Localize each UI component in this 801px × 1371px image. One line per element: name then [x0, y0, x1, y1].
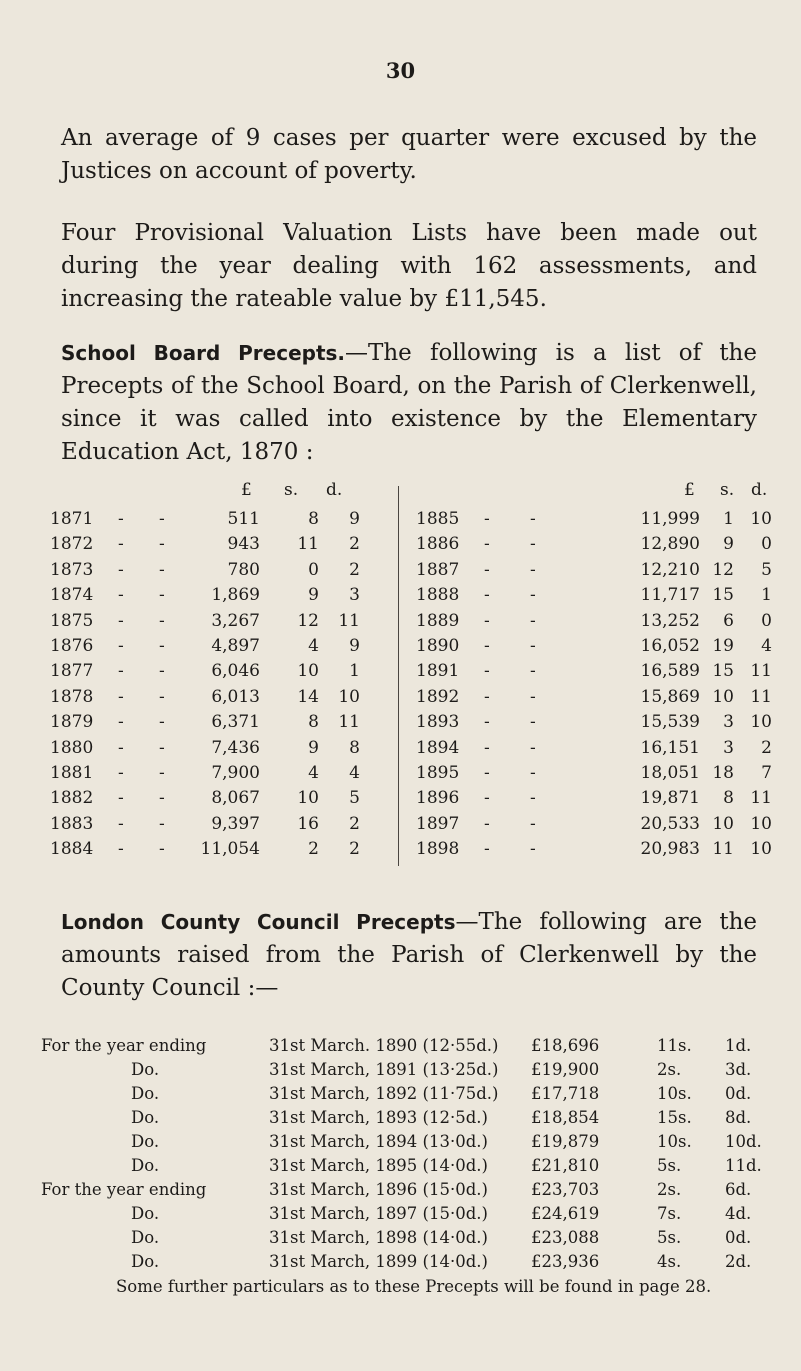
dash-cell: - [484, 813, 490, 834]
pence-cell: 11 [338, 712, 360, 733]
dash-cell: - [484, 636, 490, 656]
dash-cell: - [118, 712, 124, 733]
table-row [44, 763, 398, 787]
pounds-cell: 12,210 [640, 559, 700, 580]
shillings-cell: 5s. [657, 1228, 682, 1247]
dash-cell: - [530, 585, 536, 606]
lcc-table [33, 1036, 773, 1276]
pence-header: d. [326, 480, 343, 500]
pence-header-right: d. [751, 480, 768, 500]
pence-cell: 8d. [725, 1108, 752, 1127]
shillings-cell: 4s. [657, 1252, 682, 1271]
dash-cell: - [530, 636, 536, 656]
pounds-cell: 20,533 [640, 813, 700, 834]
date-cell: 31st March, 1891 (13·25d.) [269, 1060, 499, 1079]
dash-cell: - [530, 610, 536, 631]
year-cell: 1896 [416, 788, 460, 809]
shillings-cell: 15s. [657, 1108, 692, 1127]
dash-cell: - [118, 636, 124, 656]
row-label: Do. [131, 1084, 160, 1103]
dash-cell: - [530, 661, 536, 682]
pence-cell: 11 [750, 661, 772, 682]
shillings-cell: 8 [723, 788, 734, 809]
shillings-cell: 2s. [657, 1060, 682, 1079]
year-cell: 1872 [50, 534, 94, 555]
pounds-cell: 6,013 [211, 686, 260, 707]
pence-cell: 0 [761, 610, 772, 631]
shillings-cell: 5s. [657, 1156, 682, 1175]
dash-cell: - [530, 788, 536, 809]
pounds-cell: 15,869 [640, 686, 700, 707]
dash-cell: - [159, 813, 165, 834]
table-row [410, 636, 772, 660]
year-cell: 1886 [416, 534, 460, 555]
pence-cell: 4d. [725, 1204, 752, 1223]
dash-cell: - [118, 686, 124, 707]
date-cell: 31st March, 1899 (14·0d.) [269, 1252, 488, 1271]
pence-cell: 10 [750, 509, 772, 529]
pound-header: £ [241, 480, 252, 500]
table-row [44, 661, 398, 685]
year-cell: 1891 [416, 661, 460, 682]
shillings-cell: 8 [308, 712, 319, 733]
year-cell: 1885 [416, 509, 460, 529]
dash-cell: - [159, 788, 165, 809]
date-cell: 31st March, 1898 (14·0d.) [269, 1228, 488, 1247]
amount-cell: £18,854 [531, 1108, 600, 1127]
pence-cell: 11d. [725, 1156, 762, 1175]
year-cell: 1890 [416, 636, 460, 656]
year-cell: 1881 [50, 763, 94, 783]
pence-cell: 8 [349, 737, 360, 758]
table-row [44, 560, 398, 584]
shillings-cell: 0 [308, 559, 319, 580]
pence-cell: 0d. [725, 1228, 752, 1247]
shillings-cell: 2s. [657, 1180, 682, 1199]
pence-cell: 3 [349, 585, 360, 606]
dash-cell: - [159, 661, 165, 682]
dash-cell: - [118, 839, 124, 860]
dash-cell: - [484, 737, 490, 758]
dash-cell: - [118, 661, 124, 682]
pence-cell: 0 [761, 534, 772, 555]
dash-cell: - [484, 585, 490, 606]
table-row [33, 1228, 773, 1252]
dash-cell: - [159, 839, 165, 860]
shillings-cell: 1 [723, 509, 734, 529]
pence-cell: 1 [761, 585, 772, 606]
dash-cell: - [159, 712, 165, 733]
year-cell: 1889 [416, 610, 460, 631]
amount-cell: £19,900 [531, 1060, 600, 1079]
table-row [33, 1156, 773, 1180]
shillings-cell: 9 [308, 585, 319, 606]
pounds-cell: 7,900 [211, 763, 260, 783]
table-row [410, 788, 772, 812]
dash-cell: - [530, 559, 536, 580]
shillings-cell: 18 [712, 763, 734, 783]
shillings-cell: 7s. [657, 1204, 682, 1223]
year-cell: 1888 [416, 585, 460, 606]
table-row [33, 1132, 773, 1156]
table-row [44, 814, 398, 838]
dash-cell: - [484, 788, 490, 809]
shillings-cell: 8 [308, 509, 319, 529]
shillings-cell: 14 [297, 686, 319, 707]
pence-cell: 10 [338, 686, 360, 707]
date-cell: 31st March, 1895 (14·0d.) [269, 1156, 488, 1175]
dash-cell: - [118, 559, 124, 580]
row-label: Do. [131, 1228, 160, 1247]
table-row [44, 839, 398, 863]
school-board-paragraph [61, 337, 757, 469]
table-row [44, 636, 398, 660]
pounds-cell: 780 [227, 559, 260, 580]
shillings-cell: 3 [723, 712, 734, 733]
pounds-cell: 20,983 [640, 839, 700, 860]
table-row [33, 1084, 773, 1108]
pence-cell: 10 [750, 813, 772, 834]
dash-cell: - [530, 686, 536, 707]
shillings-cell: 10 [297, 788, 319, 809]
pounds-cell: 16,151 [640, 737, 700, 758]
table-row [410, 559, 772, 584]
date-cell: 31st March, 1893 (12·5d.) [269, 1108, 488, 1127]
amount-cell: £24,619 [531, 1204, 600, 1223]
pounds-cell: 11,054 [200, 839, 260, 860]
table-row [410, 686, 772, 711]
dash-cell: - [159, 763, 165, 783]
shillings-cell: 11 [297, 534, 319, 555]
dash-cell: - [159, 686, 165, 707]
column-divider [398, 486, 399, 866]
dash-cell: - [484, 763, 490, 783]
dash-cell: - [530, 712, 536, 733]
year-cell: 1876 [50, 636, 94, 656]
footnote: Some further particulars as to these Precepts will be found in page 28. [116, 1277, 712, 1296]
pence-cell: 9 [349, 509, 360, 529]
pounds-cell: 3,267 [211, 610, 260, 631]
row-label: Do. [131, 1156, 160, 1175]
pence-cell: 4 [761, 636, 772, 656]
pence-cell: 2 [349, 813, 360, 834]
table-row [44, 509, 398, 533]
dash-cell: - [484, 686, 490, 707]
date-cell: 31st March, 1896 (15·0d.) [269, 1180, 488, 1199]
shillings-cell: 9 [308, 737, 319, 758]
year-cell: 1877 [50, 661, 94, 682]
pounds-cell: 9,397 [211, 813, 260, 834]
page-number: 30 [385, 58, 416, 83]
dash-cell: - [159, 559, 165, 580]
pounds-cell: 16,052 [640, 636, 700, 656]
year-cell: 1887 [416, 559, 460, 580]
pounds-cell: 1,869 [211, 585, 260, 606]
year-cell: 1883 [50, 813, 94, 834]
table-row [33, 1180, 773, 1204]
pound-header-right: £ [684, 480, 695, 500]
lcc-paragraph [61, 906, 757, 1005]
date-cell: 31st March. 1890 (12·55d.) [269, 1036, 499, 1055]
dash-cell: - [484, 661, 490, 682]
pence-cell: 10d. [725, 1132, 762, 1151]
dash-cell: - [159, 737, 165, 758]
year-cell: 1884 [50, 839, 94, 860]
table-row [44, 712, 398, 736]
dash-cell: - [530, 737, 536, 758]
pence-cell: 0d. [725, 1084, 752, 1103]
shillings-cell: 10s. [657, 1084, 692, 1103]
shillings-cell: 19 [712, 636, 734, 656]
table-row [33, 1036, 773, 1060]
dash-cell: - [118, 763, 124, 783]
dash-cell: - [118, 534, 124, 555]
dash-cell: - [118, 788, 124, 809]
table-row [410, 763, 772, 787]
table-row [44, 788, 398, 812]
dash-cell: - [159, 610, 165, 631]
table-row [410, 839, 772, 863]
shilling-header-right: s. [720, 480, 735, 500]
year-cell: 1892 [416, 686, 460, 707]
dash-cell: - [530, 534, 536, 555]
table-row [33, 1108, 773, 1132]
shillings-cell: 9 [723, 534, 734, 555]
table-row [33, 1060, 773, 1084]
pence-cell: 10 [750, 712, 772, 733]
year-cell: 1880 [50, 737, 94, 758]
shillings-cell: 11 [712, 839, 734, 860]
row-label: Do. [131, 1132, 160, 1151]
pence-cell: 2 [349, 839, 360, 860]
year-cell: 1875 [50, 610, 94, 631]
pounds-cell: 15,539 [640, 712, 700, 733]
pence-cell: 5 [349, 788, 360, 809]
table-header [44, 480, 768, 506]
table-row [410, 712, 772, 736]
dash-cell: - [530, 763, 536, 783]
valuation-paragraph: Four Provisional Valuation Lists have been made out during the year dealing with 162 assessments, and increasing the rateable value by £11,545. [61, 220, 757, 312]
row-label: For the year ending [41, 1180, 207, 1199]
date-cell: 31st March, 1897 (15·0d.) [269, 1204, 488, 1223]
pence-cell: 5 [761, 559, 772, 580]
school-board-heading: School Board Precepts. [61, 341, 346, 365]
pence-cell: 6d. [725, 1180, 752, 1199]
dash-cell: - [530, 839, 536, 860]
shillings-cell: 15 [712, 661, 734, 682]
pounds-cell: 511 [227, 509, 260, 529]
pence-cell: 1 [349, 661, 360, 682]
dash-cell: - [484, 712, 490, 733]
table-row [410, 813, 772, 838]
pounds-cell: 16,589 [640, 661, 700, 682]
year-cell: 1898 [416, 839, 460, 860]
pounds-cell: 13,252 [640, 610, 700, 631]
shillings-cell: 12 [712, 559, 734, 580]
date-cell: 31st March, 1892 (11·75d.) [269, 1084, 499, 1103]
pence-cell: 2d. [725, 1252, 752, 1271]
table-row [44, 611, 398, 635]
school-board-intro: —The following is a list of the Precepts of the School Board, on the Parish of Clerkenwell, since it was called into existence by the Elementary Education Act, 1870 : [61, 340, 757, 465]
dash-cell: - [484, 610, 490, 631]
pounds-cell: 18,051 [640, 763, 700, 783]
pence-cell: 2 [349, 559, 360, 580]
pence-cell: 2 [761, 737, 772, 758]
amount-cell: £23,936 [531, 1252, 600, 1271]
dash-cell: - [118, 610, 124, 631]
table-row [410, 509, 772, 533]
pence-cell: 10 [750, 839, 772, 860]
dash-cell: - [118, 509, 124, 529]
table-row [44, 687, 398, 711]
pounds-cell: 4,897 [211, 636, 260, 656]
year-cell: 1897 [416, 813, 460, 834]
year-cell: 1874 [50, 585, 94, 606]
year-cell: 1878 [50, 686, 94, 707]
pence-cell: 3d. [725, 1060, 752, 1079]
pence-cell: 7 [761, 763, 772, 783]
year-cell: 1871 [50, 509, 94, 529]
dash-cell: - [484, 509, 490, 529]
table-row [44, 738, 398, 762]
pence-cell: 11 [338, 610, 360, 631]
shillings-cell: 10 [712, 686, 734, 707]
dash-cell: - [530, 509, 536, 529]
shillings-cell: 10 [712, 813, 734, 834]
shillings-cell: 4 [308, 763, 319, 783]
amount-cell: £23,088 [531, 1228, 600, 1247]
dash-cell: - [159, 585, 165, 606]
table-row [33, 1204, 773, 1228]
dash-cell: - [530, 813, 536, 834]
table-row [410, 610, 772, 635]
amount-cell: £19,879 [531, 1132, 600, 1151]
dash-cell: - [159, 534, 165, 555]
school-board-table [44, 480, 772, 870]
shillings-cell: 15 [712, 585, 734, 606]
shillings-cell: 10s. [657, 1132, 692, 1151]
year-cell: 1893 [416, 712, 460, 733]
shillings-cell: 3 [723, 737, 734, 758]
poverty-paragraph: An average of 9 cases per quarter were excused by the Justices on account of poverty. [61, 125, 757, 184]
amount-cell: £23,703 [531, 1180, 600, 1199]
row-label: Do. [131, 1252, 160, 1271]
table-row [410, 585, 772, 609]
pence-cell: 11 [750, 686, 772, 707]
amount-cell: £21,810 [531, 1156, 600, 1175]
dash-cell: - [159, 509, 165, 529]
pence-cell: 9 [349, 636, 360, 656]
shillings-cell: 10 [297, 661, 319, 682]
pence-cell: 1d. [725, 1036, 752, 1055]
shillings-cell: 11s. [657, 1036, 692, 1055]
year-cell: 1879 [50, 712, 94, 733]
pounds-cell: 8,067 [211, 788, 260, 809]
year-cell: 1894 [416, 737, 460, 758]
dash-cell: - [484, 839, 490, 860]
amount-cell: £18,696 [531, 1036, 600, 1055]
pounds-cell: 11,717 [640, 585, 700, 606]
table-row [410, 737, 772, 762]
date-cell: 31st March, 1894 (13·0d.) [269, 1132, 488, 1151]
row-label: Do. [131, 1204, 160, 1223]
dash-cell: - [118, 585, 124, 606]
pounds-cell: 12,890 [640, 534, 700, 555]
lcc-intro: —The following are the amounts raised from the Parish of Clerkenwell by the County Council :— [61, 909, 757, 1001]
row-label: Do. [131, 1060, 160, 1079]
pence-cell: 2 [349, 534, 360, 555]
pounds-cell: 6,371 [211, 712, 260, 733]
table-row [410, 661, 772, 685]
table-row [410, 534, 772, 558]
year-cell: 1873 [50, 559, 94, 580]
dash-cell: - [159, 636, 165, 656]
dash-cell: - [118, 813, 124, 834]
dash-cell: - [118, 737, 124, 758]
shillings-cell: 6 [723, 610, 734, 631]
dash-cell: - [484, 534, 490, 555]
table-row [44, 534, 398, 558]
shillings-cell: 4 [308, 636, 319, 656]
shillings-cell: 2 [308, 839, 319, 860]
pence-cell: 4 [349, 763, 360, 783]
amount-cell: £17,718 [531, 1084, 600, 1103]
pounds-cell: 7,436 [211, 737, 260, 758]
pence-cell: 11 [750, 788, 772, 809]
dash-cell: - [484, 559, 490, 580]
pounds-cell: 943 [227, 534, 260, 555]
pounds-cell: 6,046 [211, 661, 260, 682]
shilling-header: s. [284, 480, 299, 500]
lcc-heading: London County Council Precepts [61, 910, 456, 934]
table-row [33, 1252, 773, 1276]
row-label: Do. [131, 1108, 160, 1127]
shillings-cell: 16 [297, 813, 319, 834]
pounds-cell: 19,871 [640, 788, 700, 809]
shillings-cell: 12 [297, 610, 319, 631]
year-cell: 1895 [416, 763, 460, 783]
table-row [44, 585, 398, 609]
year-cell: 1882 [50, 788, 94, 809]
row-label: For the year ending [41, 1036, 207, 1055]
pounds-cell: 11,999 [640, 509, 700, 529]
